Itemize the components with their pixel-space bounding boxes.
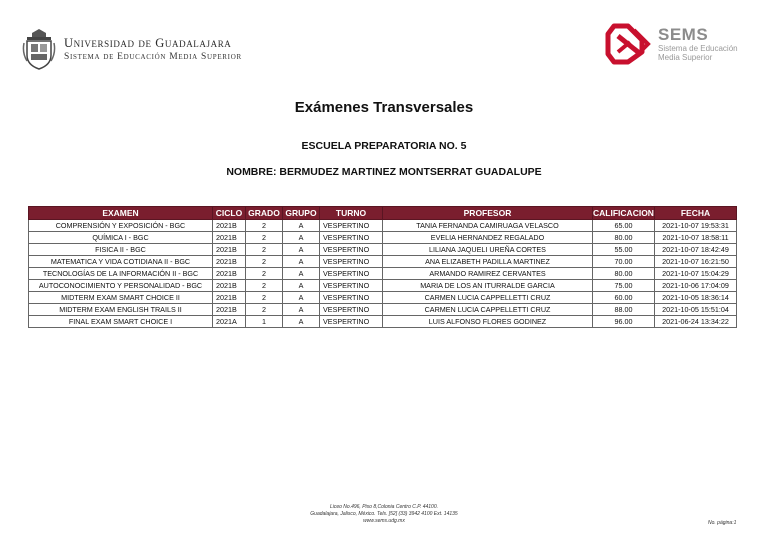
header-turno: TURNO: [320, 207, 383, 220]
cell-ciclo: 2021B: [213, 292, 246, 304]
cell-grado: 2: [246, 244, 283, 256]
header-grado: GRADO: [246, 207, 283, 220]
cell-grado: 1: [246, 316, 283, 328]
cell-grupo: A: [283, 304, 320, 316]
cell-grupo: A: [283, 220, 320, 232]
cell-fecha: 2021-10-05 18:36:14: [655, 292, 737, 304]
cell-profesor: MARIA DE LOS AN ITURRALDE GARCIA: [383, 280, 593, 292]
sems-logo-icon: [604, 22, 652, 66]
cell-examen: MIDTERM EXAM ENGLISH TRAILS II: [29, 304, 213, 316]
cell-calificacion: 80.00: [593, 232, 655, 244]
cell-grupo: A: [283, 268, 320, 280]
table-body: [29, 220, 737, 328]
cell-profesor: EVELIA HERNANDEZ REGALADO: [383, 232, 593, 244]
cell-grado: 2: [246, 268, 283, 280]
cell-fecha: 2021-06-24 13:34:22: [655, 316, 737, 328]
cell-profesor: ARMANDO RAMIREZ CERVANTES: [383, 268, 593, 280]
header-profesor: PROFESOR: [383, 207, 593, 220]
table-row: [29, 280, 737, 292]
cell-ciclo: 2021B: [213, 232, 246, 244]
cell-fecha: 2021-10-05 15:51:04: [655, 304, 737, 316]
footer-line-3: www.sems.udg.mx: [363, 518, 405, 524]
cell-grado: 2: [246, 220, 283, 232]
header-calificacion: CALIFICACION: [593, 208, 654, 218]
cell-grado: 2: [246, 232, 283, 244]
cell-examen: MIDTERM EXAM SMART CHOICE II: [29, 292, 213, 304]
cell-fecha: 2021-10-07 19:53:31: [655, 220, 737, 232]
cell-turno: VESPERTINO: [320, 244, 383, 256]
table-row: [29, 316, 737, 328]
cell-ciclo: 2021B: [213, 304, 246, 316]
cell-ciclo: 2021B: [213, 280, 246, 292]
cell-fecha: 2021-10-06 17:04:09: [655, 280, 737, 292]
header-grupo: GRUPO: [283, 207, 320, 220]
cell-turno: VESPERTINO: [320, 316, 383, 328]
table-row: [29, 256, 737, 268]
table-header-row: [29, 207, 737, 220]
udg-seal-icon: [22, 27, 56, 71]
cell-grupo: A: [283, 244, 320, 256]
table-row: [29, 244, 737, 256]
cell-calificacion: 55.00: [593, 244, 655, 256]
cell-grupo: A: [283, 280, 320, 292]
page-number: No. página:1: [708, 520, 737, 526]
table-row: [29, 220, 737, 232]
cell-turno: VESPERTINO: [320, 220, 383, 232]
cell-fecha: 2021-10-07 15:04:29: [655, 268, 737, 280]
cell-grupo: A: [283, 232, 320, 244]
cell-profesor: TANIA FERNANDA CAMIRUAGA VELASCO: [383, 220, 593, 232]
cell-profesor: ANA ELIZABETH PADILLA MARTINEZ: [383, 256, 593, 268]
table-row: [29, 292, 737, 304]
cell-fecha: 2021-10-07 16:21:50: [655, 256, 737, 268]
cell-grupo: A: [283, 316, 320, 328]
cell-calificacion: 96.00: [593, 316, 655, 328]
cell-turno: VESPERTINO: [320, 304, 383, 316]
udg-name: Universidad de Guadalajara: [64, 36, 232, 50]
cell-calificacion: 75.00: [593, 280, 655, 292]
cell-ciclo: 2021B: [213, 256, 246, 268]
cell-grado: 2: [246, 292, 283, 304]
school-name: ESCUELA PREPARATORIA NO. 5: [301, 140, 467, 152]
header-ciclo: CICLO: [213, 207, 246, 220]
cell-examen: COMPRENSIÓN Y EXPOSICIÓN - BGC: [29, 220, 213, 232]
table-row: [29, 304, 737, 316]
footer-line-1: Liceo No.496, Piso 8,Colonia Centro C.P. 44100.: [329, 504, 439, 510]
cell-examen: AUTOCONOCIMIENTO Y PERSONALIDAD - BGC: [29, 280, 213, 292]
table-row: [29, 232, 737, 244]
sems-header: [604, 22, 738, 66]
cell-profesor: LILIANA JAQUELI UREÑA CORTES: [383, 244, 593, 256]
cell-grado: 2: [246, 256, 283, 268]
cell-profesor: LUIS ALFONSO FLORES GODINEZ: [383, 316, 593, 328]
cell-grado: 2: [246, 280, 283, 292]
cell-grupo: A: [283, 292, 320, 304]
cell-examen: MATEMATICA Y VIDA COTIDIANA II - BGC: [29, 256, 213, 268]
footer-line-2: Guadalajara, Jalisco, México. Tels. [52] (33) 3942 4100 Ext. 14135: [310, 511, 458, 517]
cell-calificacion: 70.00: [593, 256, 655, 268]
cell-turno: VESPERTINO: [320, 256, 383, 268]
udg-header: [22, 24, 242, 74]
sems-subtitle-2: Media Superior: [658, 53, 713, 62]
cell-examen: QUÍMICA I - BGC: [29, 232, 213, 244]
cell-calificacion: 60.00: [593, 292, 655, 304]
cell-turno: VESPERTINO: [320, 292, 383, 304]
cell-calificacion: 65.00: [593, 220, 655, 232]
cell-examen: FINAL EXAM SMART CHOICE I: [29, 316, 213, 328]
cell-ciclo: 2021B: [213, 244, 246, 256]
udg-subtitle: Sistema de Educación Media Superior: [64, 52, 242, 62]
cell-grado: 2: [246, 304, 283, 316]
cell-ciclo: 2021B: [213, 268, 246, 280]
sems-word: SEMS: [658, 25, 709, 44]
grades-table: [28, 206, 737, 328]
cell-grupo: A: [283, 256, 320, 268]
cell-calificacion: 80.00: [593, 268, 655, 280]
cell-examen: TECNOLOGÍAS DE LA INFORMACIÓN II - BGC: [29, 268, 213, 280]
cell-turno: VESPERTINO: [320, 268, 383, 280]
cell-ciclo: 2021A: [213, 316, 246, 328]
header-examen: EXAMEN: [29, 207, 213, 220]
cell-profesor: CARMEN LUCIA CAPPELLETTI CRUZ: [383, 292, 593, 304]
table-row: [29, 268, 737, 280]
cell-fecha: 2021-10-07 18:42:49: [655, 244, 737, 256]
cell-turno: VESPERTINO: [320, 232, 383, 244]
cell-calificacion: 88.00: [593, 304, 655, 316]
document-title: Exámenes Transversales: [294, 99, 474, 116]
cell-examen: FISICA II - BGC: [29, 244, 213, 256]
student-name: NOMBRE: BERMUDEZ MARTINEZ MONTSERRAT GUADALUPE: [226, 166, 542, 178]
cell-turno: VESPERTINO: [320, 280, 383, 292]
cell-profesor: CARMEN LUCIA CAPPELLETTI CRUZ: [383, 304, 593, 316]
header-fecha: FECHA: [655, 207, 737, 220]
sems-subtitle-1: Sistema de Educación: [658, 44, 738, 53]
cell-fecha: 2021-10-07 18:58:11: [655, 232, 737, 244]
cell-ciclo: 2021B: [213, 220, 246, 232]
footer-address: [0, 504, 768, 525]
